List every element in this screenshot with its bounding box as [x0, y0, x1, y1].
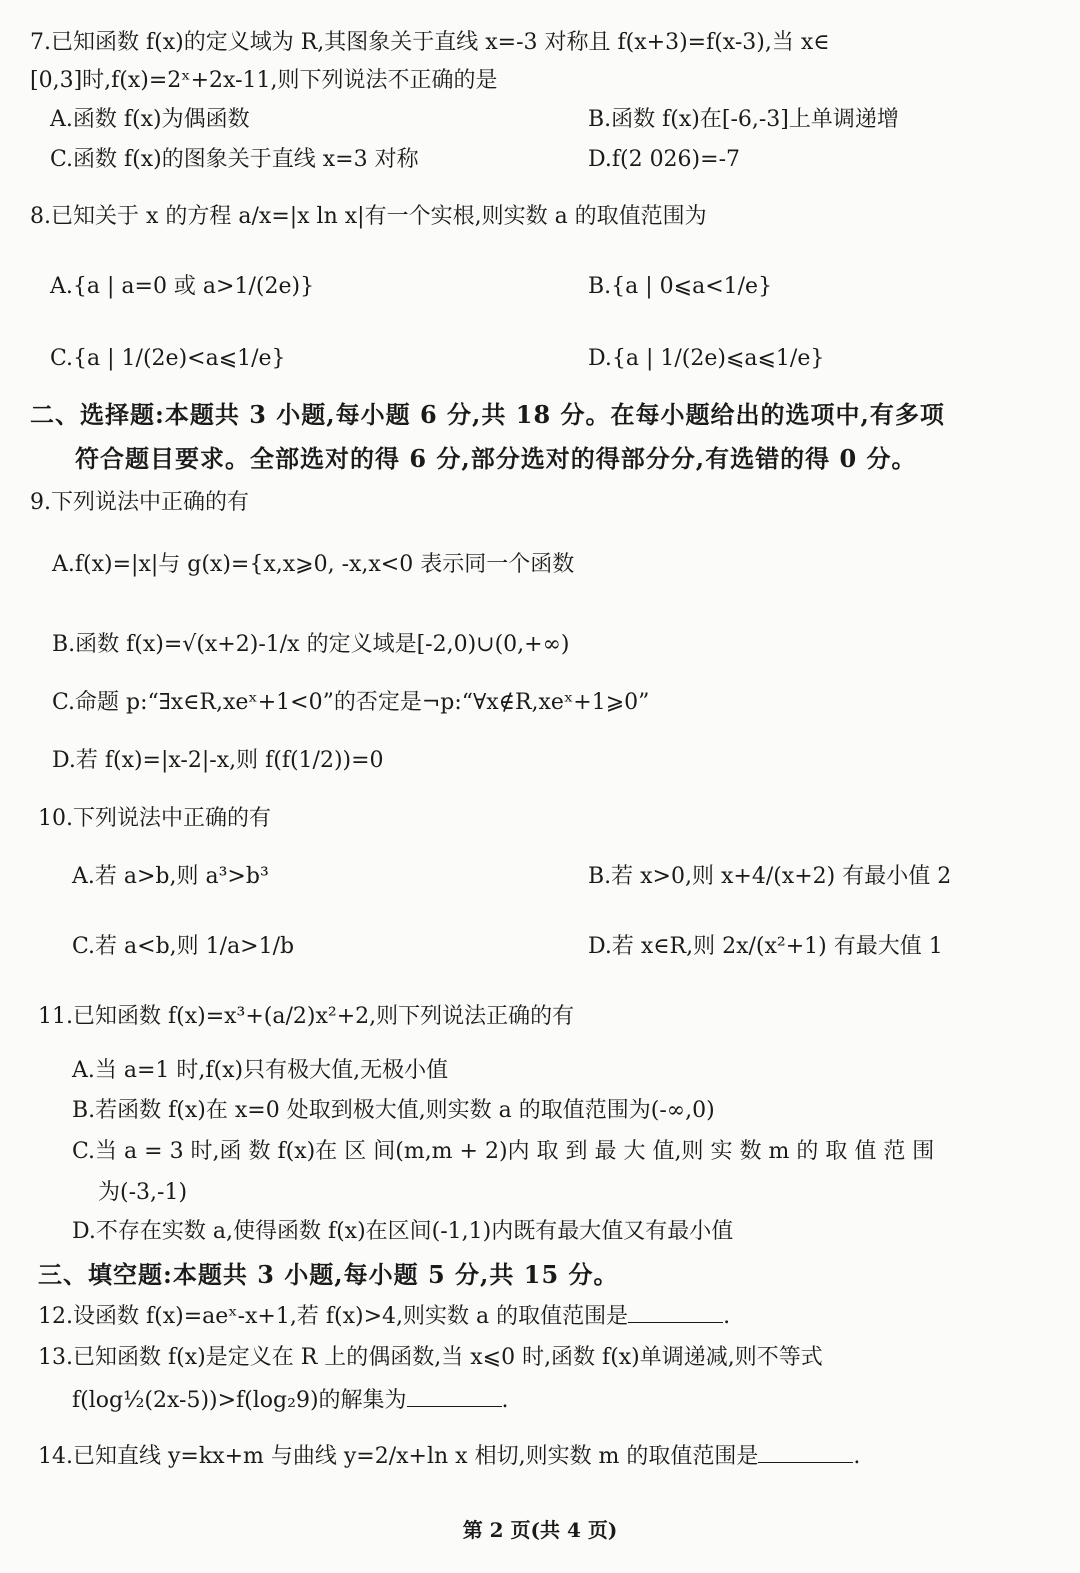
q13-stem-line2: f(log½(2x-5))>f(log₂9)的解集为 — [72, 1388, 407, 1413]
q8-option-b: B.{a | 0⩽a<1/e} — [588, 274, 773, 299]
q10-option-c: C.若 a<b,则 1/a>1/b — [72, 934, 295, 959]
q13-answer-blank[interactable] — [407, 1405, 502, 1407]
q11-option-d: D.不存在实数 a,使得函数 f(x)在区间(-1,1)内既有最大值又有最小值 — [72, 1219, 734, 1244]
q14-line — [38, 1442, 860, 1472]
q12-end: . — [723, 1304, 731, 1329]
q14-stem: 14.已知直线 y=kx+m 与曲线 y=2/x+ln x 相切,则实数 m 的取值范围是 — [38, 1444, 759, 1469]
q7-option-d: D.f(2 026)=-7 — [588, 147, 741, 172]
q8-option-a: A.{a | a=0 或 a>1/(2e)} — [50, 274, 315, 299]
q13-line2 — [72, 1386, 509, 1416]
q7-option-b: B.函数 f(x)在[-6,-3]上单调递增 — [588, 107, 899, 132]
q8-option-d: D.{a | 1/(2e)⩽a⩽1/e} — [588, 346, 825, 371]
q10-option-d: D.若 x∈R,则 2x/(x²+1) 有最大值 1 — [588, 934, 943, 959]
q12-stem: 12.设函数 f(x)=aeˣ-x+1,若 f(x)>4,则实数 a 的取值范围是 — [38, 1304, 629, 1329]
section2-heading-line2: 符合题目要求。全部选对的得 6 分,部分选对的得部分分,有选错的得 0 分。 — [75, 444, 917, 473]
q9-option-b: B.函数 f(x)=√(x+2)-1/x 的定义域是[-2,0)∪(0,+∞) — [52, 632, 570, 657]
q10-option-a: A.若 a>b,则 a³>b³ — [72, 864, 269, 889]
q7-stem-line2: [0,3]时,f(x)=2ˣ+2x-11,则下列说法不正确的是 — [30, 68, 498, 93]
q7-option-c: C.函数 f(x)的图象关于直线 x=3 对称 — [50, 147, 419, 172]
q14-answer-blank[interactable] — [758, 1461, 853, 1463]
q12-answer-blank[interactable] — [628, 1321, 723, 1323]
q8-option-c: C.{a | 1/(2e)<a⩽1/e} — [50, 346, 286, 371]
q9-stem: 9.下列说法中正确的有 — [30, 490, 249, 515]
q9-option-c: C.命题 p:“∃x∈R,xeˣ+1<0”的否定是¬p:“∀x∉R,xeˣ+1⩾0” — [52, 690, 650, 715]
q14-end: . — [853, 1444, 861, 1469]
q12-line — [38, 1302, 730, 1332]
section2-heading-line1: 二、选择题:本题共 3 小题,每小题 6 分,共 18 分。在每小题给出的选项中,有多项 — [30, 400, 945, 429]
q10-option-b: B.若 x>0,则 x+4/(x+2) 有最小值 2 — [588, 864, 952, 889]
q11-option-c-line1: C.当 a = 3 时,函 数 f(x)在 区 间(m,m + 2)内 取 到 最 大 值,则 实 数 m 的 取 值 范 围 — [72, 1139, 935, 1164]
q11-option-a: A.当 a=1 时,f(x)只有极大值,无极小值 — [72, 1058, 449, 1083]
section3-heading: 三、填空题:本题共 3 小题,每小题 5 分,共 15 分。 — [38, 1260, 619, 1289]
q9-option-d: D.若 f(x)=|x-2|-x,则 f(f(1/2))=0 — [52, 748, 384, 773]
q11-stem: 11.已知函数 f(x)=x³+(a/2)x²+2,则下列说法正确的有 — [38, 1004, 575, 1029]
q7-option-a: A.函数 f(x)为偶函数 — [50, 107, 250, 132]
q8-stem: 8.已知关于 x 的方程 a/x=|x ln x|有一个实根,则实数 a 的取值范围为 — [30, 204, 707, 229]
q7-stem-line1: 7.已知函数 f(x)的定义域为 R,其图象关于直线 x=-3 对称且 f(x+3)=f(x-3),当 x∈ — [30, 30, 830, 55]
q13-stem-line1: 13.已知函数 f(x)是定义在 R 上的偶函数,当 x⩽0 时,函数 f(x)单调递减,则不等式 — [38, 1345, 823, 1370]
q10-stem: 10.下列说法中正确的有 — [38, 806, 271, 831]
page-number: 第 2 页(共 4 页) — [462, 1518, 618, 1542]
q11-option-c-line2: 为(-3,-1) — [98, 1180, 188, 1205]
q13-end: . — [501, 1388, 509, 1413]
q9-option-a: A.f(x)=|x|与 g(x)={x,x⩾0, -x,x<0 表示同一个函数 — [52, 552, 575, 577]
q11-option-b: B.若函数 f(x)在 x=0 处取到极大值,则实数 a 的取值范围为(-∞,0) — [72, 1098, 715, 1123]
